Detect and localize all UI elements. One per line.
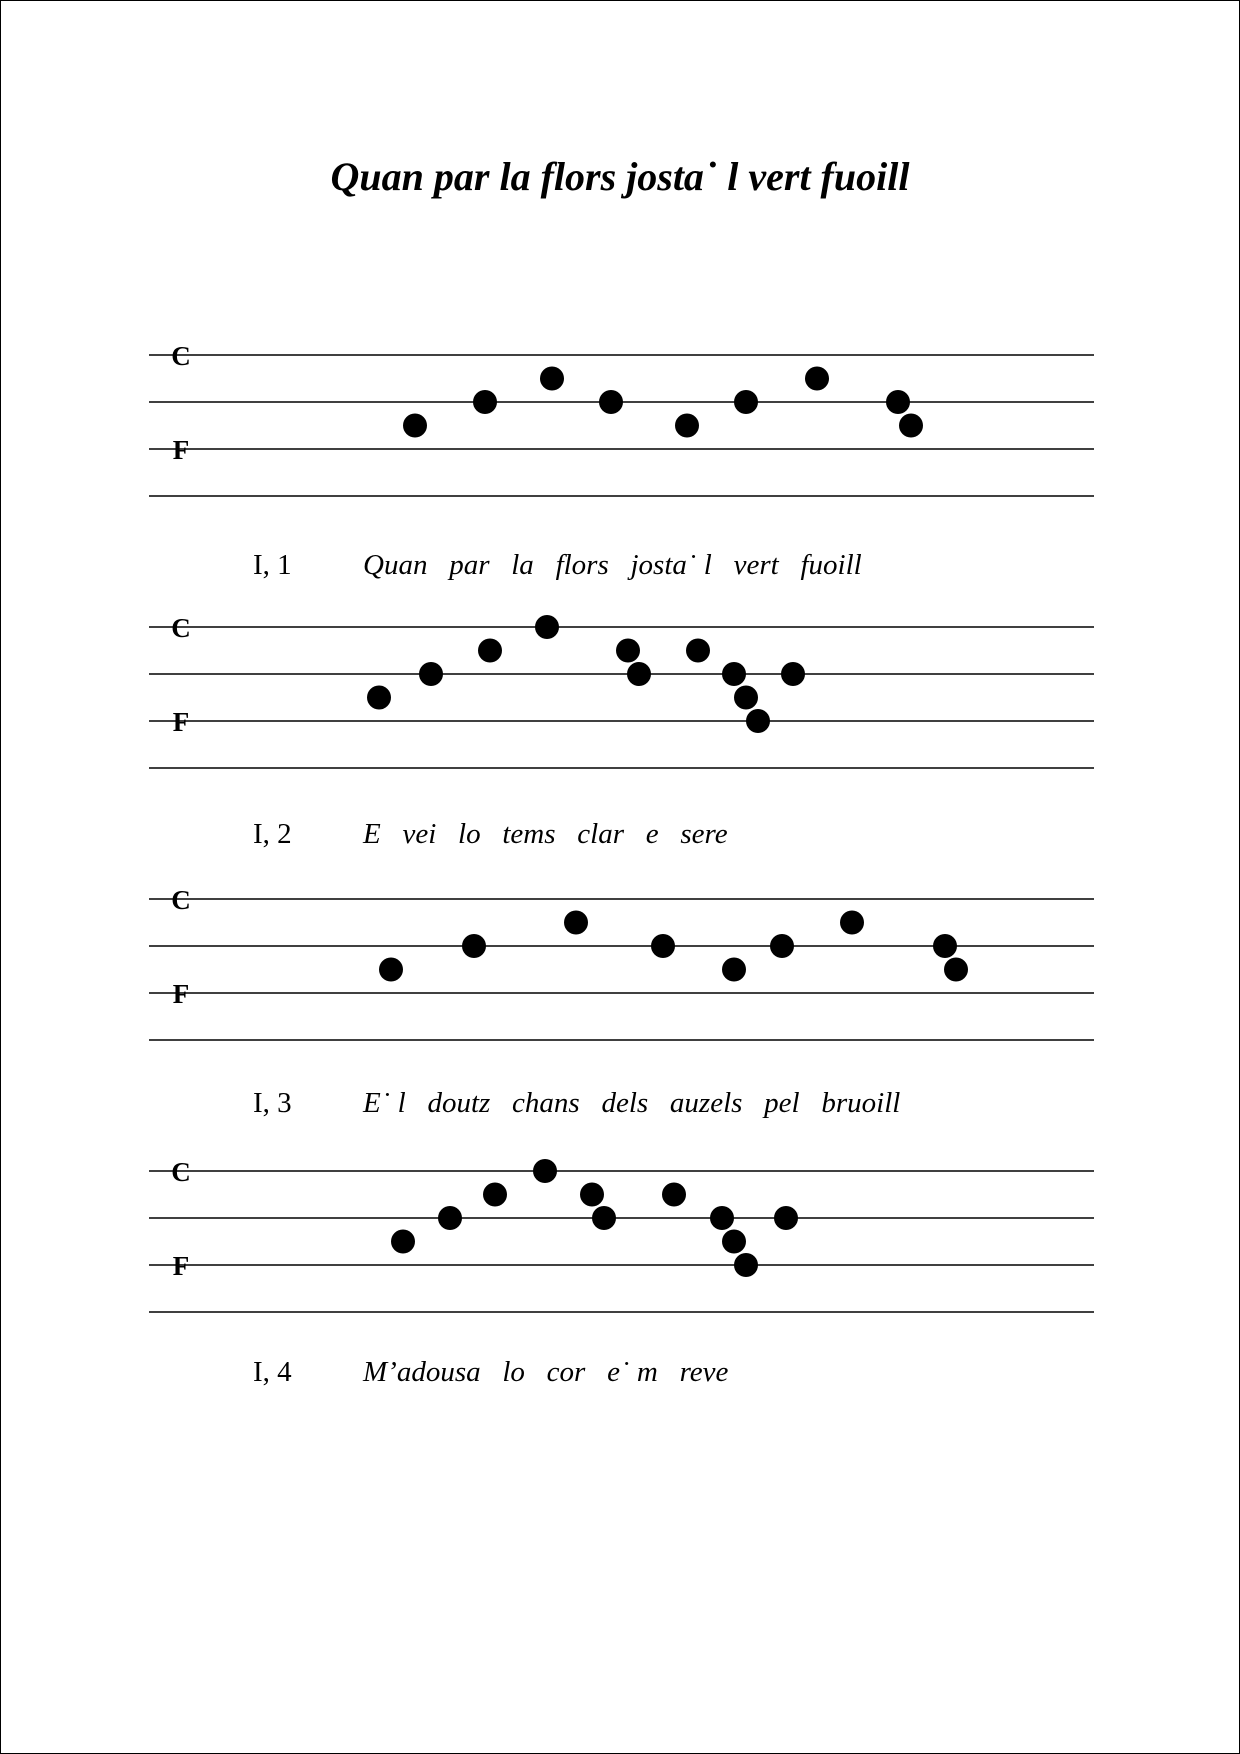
note-punctum (616, 639, 640, 663)
note-punctum (805, 367, 829, 391)
note-punctum (419, 662, 443, 686)
verse-caption-3 (1, 1087, 1239, 1127)
lyric-word: E (363, 818, 381, 850)
note-punctum (944, 958, 968, 982)
note-punctum (580, 1183, 604, 1207)
note-punctum (781, 662, 805, 686)
page-title: Quan par la flors josta˙ l vert fuoill (330, 154, 910, 199)
note-punctum (734, 390, 758, 414)
staff-line-3 (1, 885, 1239, 1045)
note-punctum (734, 686, 758, 710)
note-punctum (473, 390, 497, 414)
lyric-word: E˙ l (363, 1087, 406, 1119)
staff-line-2 (1, 613, 1239, 773)
note-punctum (367, 686, 391, 710)
f-clef: F (172, 707, 190, 737)
note-punctum (746, 709, 770, 733)
lyric-word: cor (546, 1356, 586, 1388)
note-punctum (540, 367, 564, 391)
c-clef: C (171, 1157, 191, 1187)
lyric-word: josta˙ l (630, 549, 712, 581)
note-punctum (627, 662, 651, 686)
note-punctum (662, 1183, 686, 1207)
staff-svg (1, 885, 1239, 1045)
lyric-word: clar (577, 818, 624, 850)
note-punctum (774, 1206, 798, 1230)
lyric-word: la (511, 549, 534, 581)
lyric-word: reve (679, 1356, 729, 1388)
lyric-word: lo (502, 1356, 525, 1388)
note-punctum (592, 1206, 616, 1230)
note-punctum (899, 414, 923, 438)
verse-lyrics (363, 549, 883, 582)
note-punctum (564, 911, 588, 935)
lyric-word: pel (764, 1087, 800, 1119)
staff-svg (1, 1157, 1239, 1317)
note-punctum (462, 934, 486, 958)
note-punctum (599, 390, 623, 414)
lyric-word: vert (733, 549, 779, 581)
lyric-word: e˙ m (607, 1356, 658, 1388)
note-punctum (438, 1206, 462, 1230)
verse-number: I, 4 (253, 1356, 292, 1388)
note-punctum (675, 414, 699, 438)
verse-lyrics (363, 1356, 750, 1389)
lyric-word: chans (512, 1087, 580, 1119)
verse-caption-2 (1, 818, 1239, 858)
verse-number: I, 2 (253, 818, 292, 850)
note-punctum (770, 934, 794, 958)
lyric-word: bruoill (821, 1087, 901, 1119)
lyric-word: e (645, 818, 659, 850)
verse-caption-1 (1, 549, 1239, 589)
note-punctum (403, 414, 427, 438)
staff-line-4 (1, 1157, 1239, 1317)
c-clef: C (171, 341, 191, 371)
note-punctum (722, 662, 746, 686)
lyric-word: tems (502, 818, 556, 850)
note-punctum (933, 934, 957, 958)
lyric-word: par (449, 549, 490, 581)
f-clef: F (172, 435, 190, 465)
note-punctum (686, 639, 710, 663)
f-clef: F (172, 1251, 190, 1281)
verse-number: I, 3 (253, 1087, 292, 1119)
verse-lyrics (363, 1087, 922, 1120)
verse-caption-4 (1, 1356, 1239, 1396)
note-punctum (840, 911, 864, 935)
note-punctum (391, 1230, 415, 1254)
note-punctum (483, 1183, 507, 1207)
c-clef: C (171, 613, 191, 643)
note-punctum (722, 1230, 746, 1254)
note-punctum (886, 390, 910, 414)
lyric-word: auzels (669, 1087, 743, 1119)
staff-svg (1, 613, 1239, 773)
lyric-word: M’adousa (363, 1356, 481, 1388)
lyric-word: Quan (363, 549, 428, 581)
staff-svg (1, 341, 1239, 501)
c-clef: C (171, 885, 191, 915)
note-punctum (651, 934, 675, 958)
verse-lyrics (363, 818, 749, 851)
lyric-word: sere (680, 818, 728, 850)
note-punctum (535, 615, 559, 639)
note-punctum (722, 958, 746, 982)
lyric-word: vei (402, 818, 437, 850)
lyric-word: dels (601, 1087, 649, 1119)
lyric-word: lo (458, 818, 481, 850)
note-punctum (478, 639, 502, 663)
note-punctum (734, 1253, 758, 1277)
lyric-word: fuoill (800, 549, 862, 581)
note-punctum (710, 1206, 734, 1230)
lyric-word: doutz (427, 1087, 491, 1119)
f-clef: F (172, 979, 190, 1009)
verse-number: I, 1 (253, 549, 292, 581)
note-punctum (533, 1159, 557, 1183)
lyric-word: flors (555, 549, 609, 581)
note-punctum (379, 958, 403, 982)
staff-line-1 (1, 341, 1239, 501)
